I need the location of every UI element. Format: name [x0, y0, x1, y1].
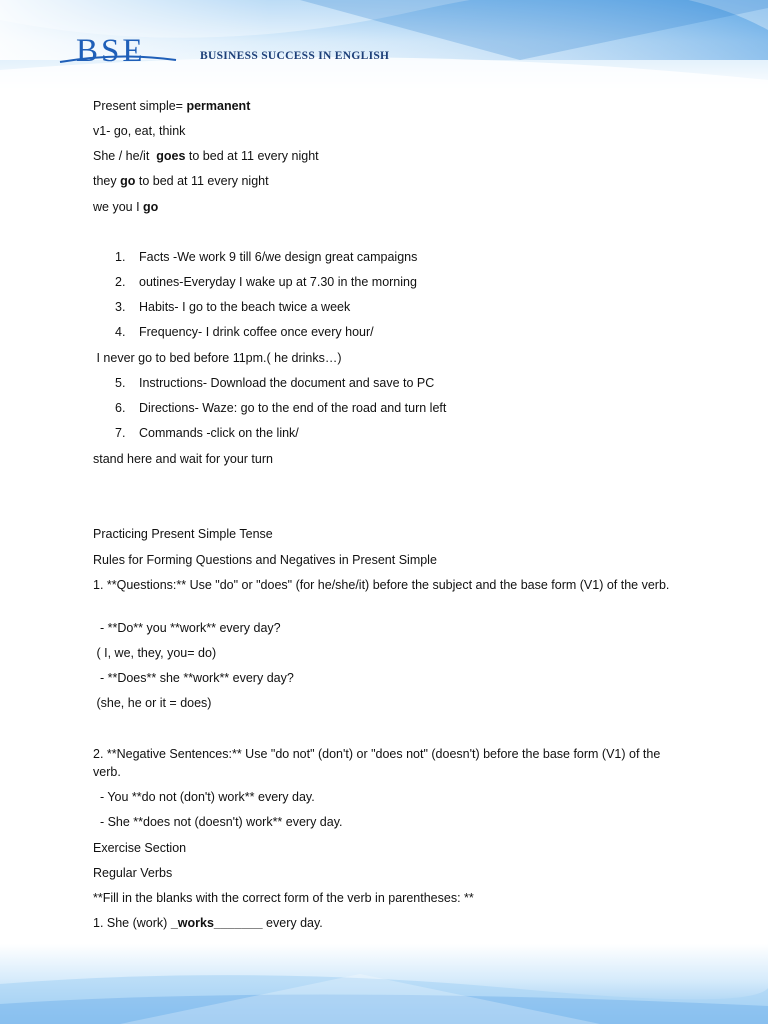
- questions-rule: 1. **Questions:** Use "do" or "does" (for he/she/it) before the subject and the base form (V1) of the verb.: [93, 578, 670, 592]
- commands-continuation: stand here and wait for your turn: [93, 452, 273, 466]
- question-note-1: ( I, we, they, you= do): [93, 646, 217, 660]
- exercise-answer: _works_______: [170, 916, 263, 930]
- exercise-title: Exercise Section: [93, 841, 187, 855]
- company-tagline: BUSINESS SUCCESS IN ENGLISH: [200, 50, 390, 62]
- list-item: 2. outines-Everyday I wake up at 7.30 in the morning: [115, 275, 417, 289]
- footer-wave-background: [0, 944, 768, 1024]
- intro-line-3: She / he/it goes to bed at 11 every night: [93, 149, 319, 163]
- negative-example-2: - She **does not (doesn't) work** every day.: [93, 815, 343, 829]
- negative-example-1: - You **do not (don't) work** every day.: [93, 790, 315, 804]
- practice-title: Practicing Present Simple Tense: [93, 527, 273, 541]
- intro-line-1: Present simple= permanent: [93, 99, 251, 113]
- intro-line-2: v1- go, eat, think: [93, 124, 186, 138]
- rules-title: Rules for Forming Questions and Negatives in Present Simple: [93, 553, 437, 567]
- exercise-instruction: **Fill in the blanks with the correct form of the verb in parentheses: **: [93, 891, 474, 905]
- exercise-item-1: 1. She (work) _works_______ every day.: [93, 916, 323, 930]
- question-example-2: - **Does** she **work** every day?: [93, 671, 294, 685]
- negatives-rule: 2. **Negative Sentences:** Use "do not" (don't) or "does not" (doesn't) before the base form (V1) of the verb.: [93, 747, 664, 779]
- list-item: 6. Directions- Waze: go to the end of the road and turn left: [115, 401, 447, 415]
- question-note-2: (she, he or it = does): [93, 696, 212, 710]
- list-item: 4. Frequency- I drink coffee once every hour/: [115, 325, 374, 339]
- frequency-note: I never go to bed before 11pm.( he drinks…): [93, 351, 342, 365]
- regular-verbs-heading: Regular Verbs: [93, 866, 173, 880]
- question-example-1: - **Do** you **work** every day?: [93, 621, 281, 635]
- bse-logo: [58, 34, 178, 70]
- list-item: 7. Commands -click on the link/: [115, 426, 299, 440]
- list-item: 3. Habits- I go to the beach twice a week: [115, 300, 351, 314]
- list-item: 1. Facts -We work 9 till 6/we design great campaigns: [115, 250, 418, 264]
- list-item: 5. Instructions- Download the document and save to PC: [115, 376, 435, 390]
- intro-line-5: we you I go: [93, 200, 159, 214]
- intro-line-4: they go to bed at 11 every night: [93, 174, 269, 188]
- logo-text: BSE: [76, 33, 146, 69]
